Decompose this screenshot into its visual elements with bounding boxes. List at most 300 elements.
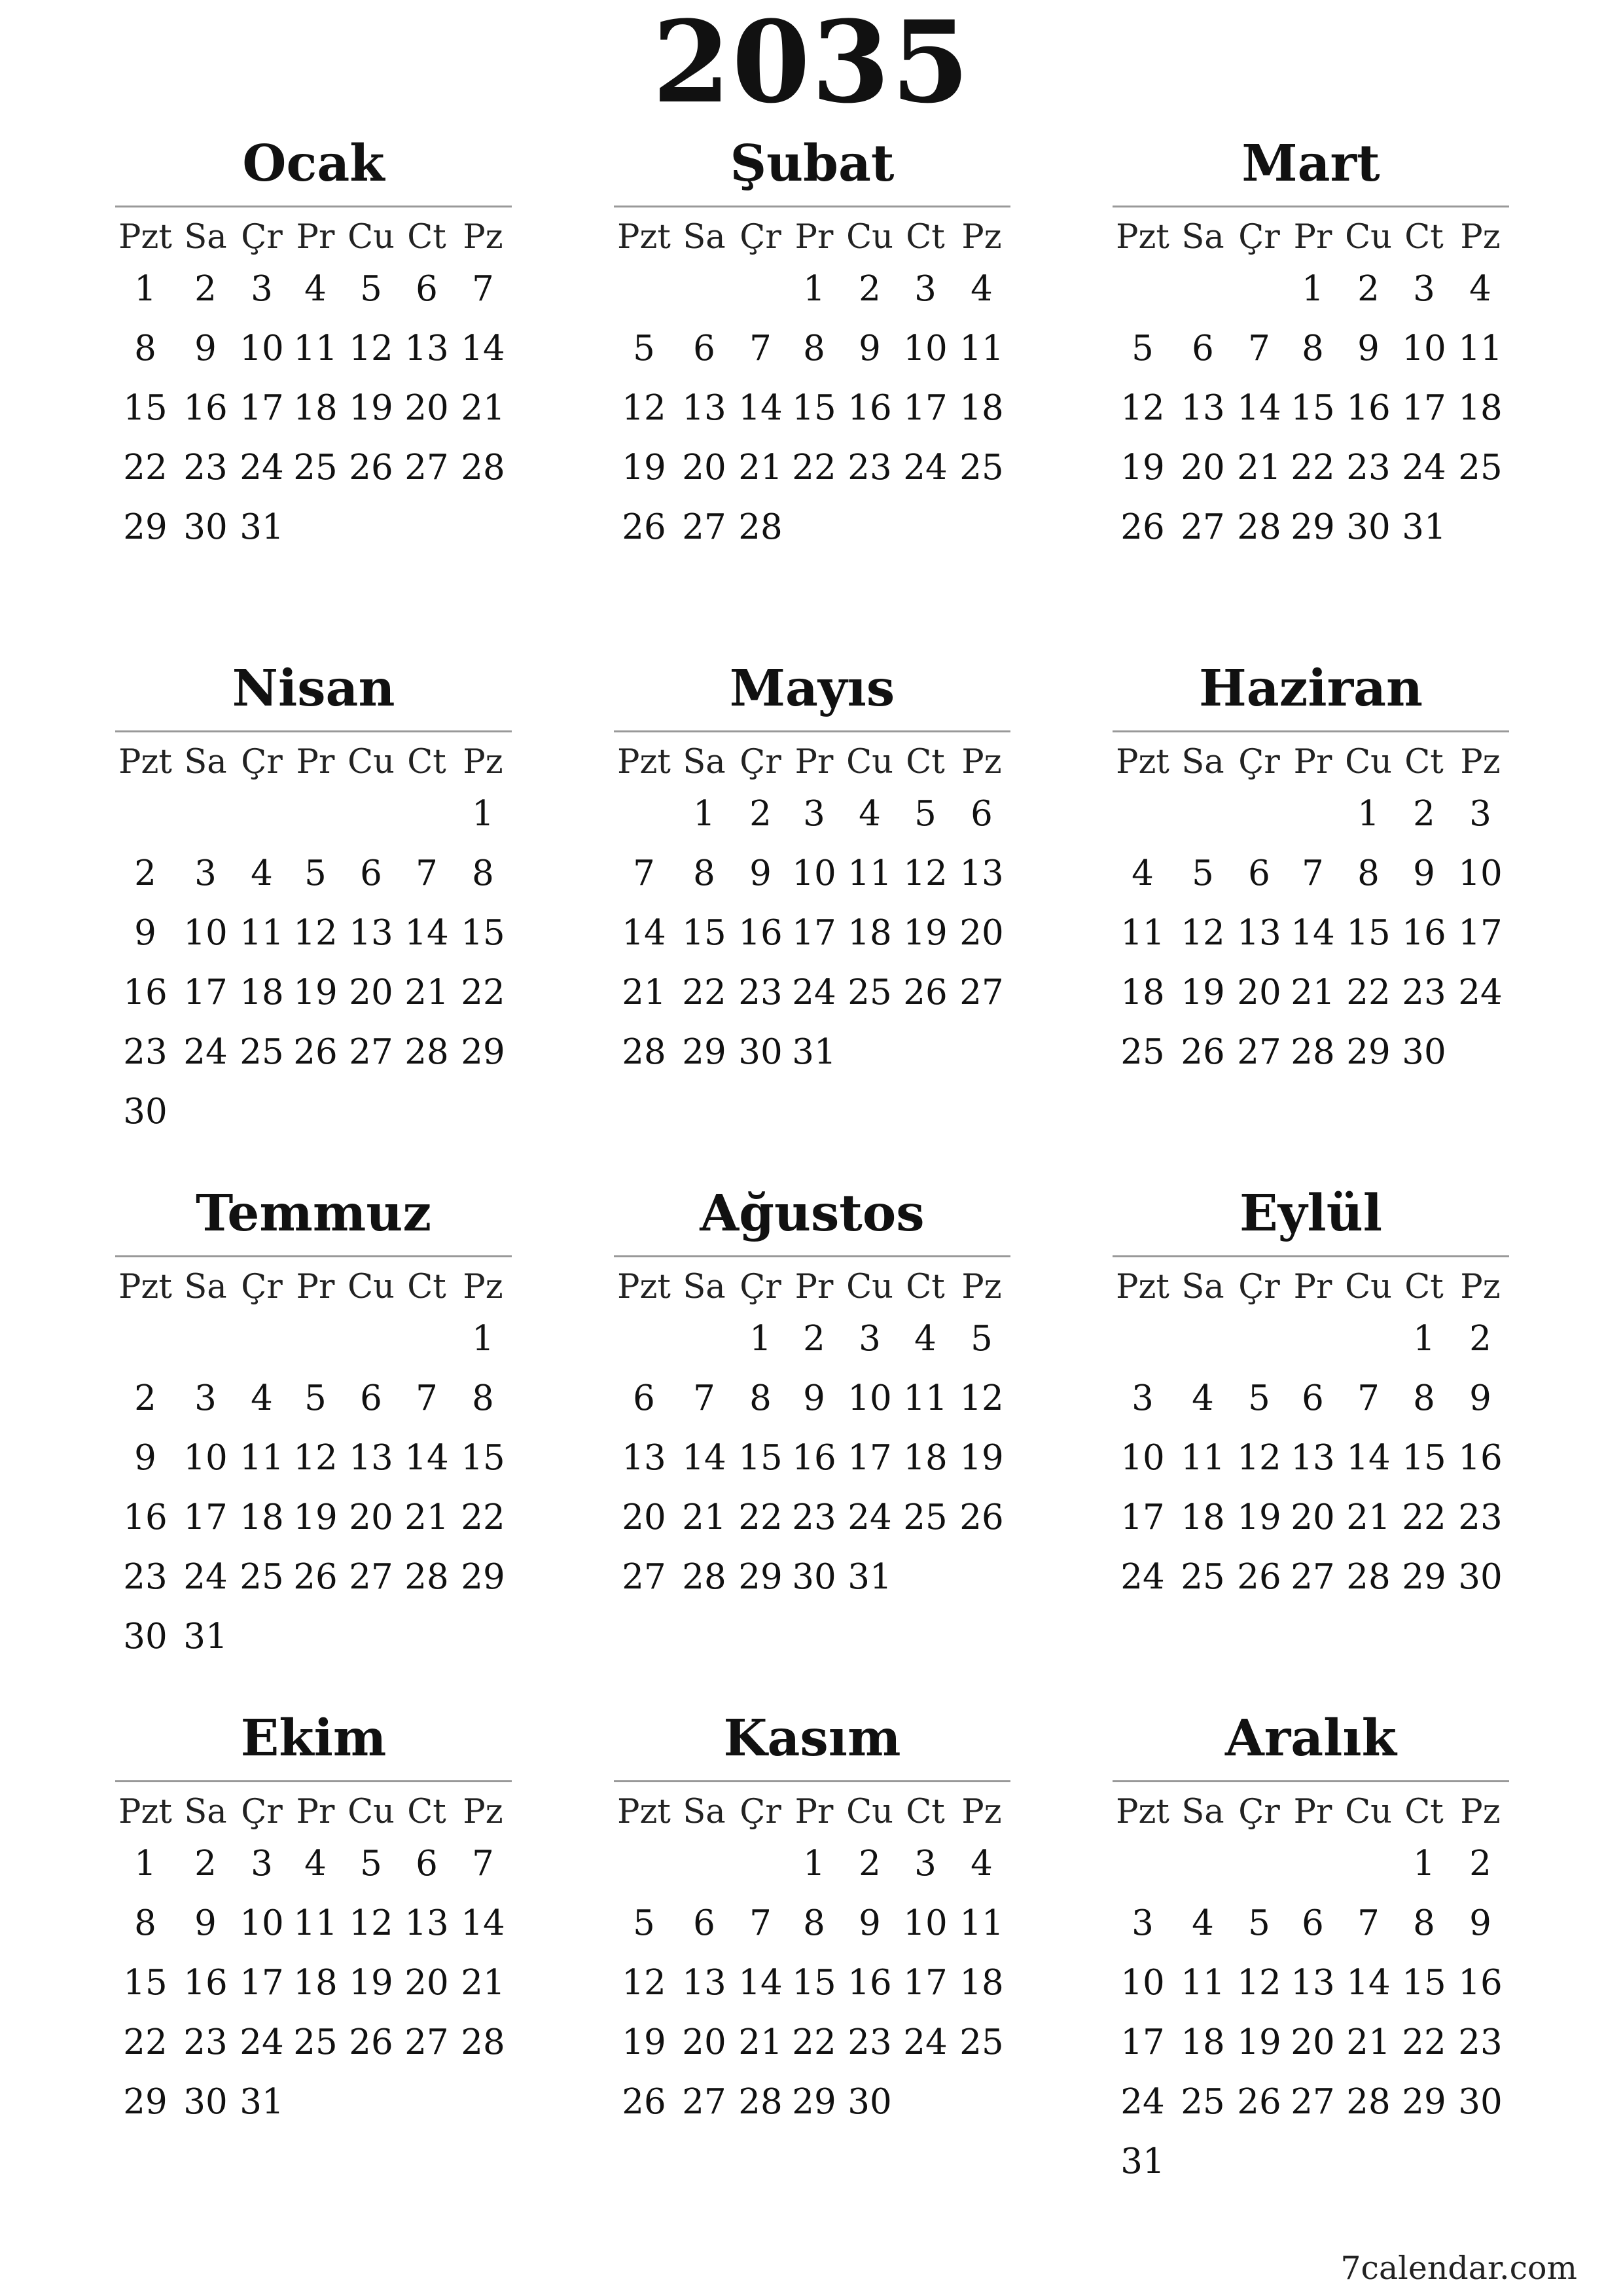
day-cell: 13 (349, 913, 393, 953)
day-cell: 15 (1402, 1438, 1446, 1478)
day-cell: 1 (1413, 1844, 1435, 1884)
weekday-header: Pzt (617, 1793, 671, 1831)
day-cell: 16 (183, 388, 228, 428)
month-grid (614, 741, 1010, 1082)
day-cell: 25 (847, 973, 892, 1013)
day-cell: 22 (682, 973, 726, 1013)
weekday-header: Sa (1181, 743, 1224, 781)
day-cell: 14 (461, 1903, 505, 1943)
day-cell: 21 (682, 1498, 726, 1537)
day-cell: 19 (959, 1438, 1004, 1478)
day-cell: 22 (1402, 2022, 1446, 2062)
day-cell: 13 (622, 1438, 666, 1478)
day-cell: 20 (1291, 1498, 1335, 1537)
day-cell: 23 (1402, 973, 1446, 1013)
month-divider (1113, 206, 1509, 207)
day-cell: 3 (914, 1844, 936, 1884)
day-cell: 9 (194, 329, 217, 368)
day-cell: 27 (1291, 1557, 1335, 1597)
day-cell: 29 (1402, 1557, 1446, 1597)
day-cell: 4 (859, 794, 881, 834)
day-cell: 5 (304, 1378, 327, 1418)
day-cell: 19 (622, 2022, 666, 2062)
day-cell: 29 (1402, 2082, 1446, 2122)
weekday-header: Cu (846, 1793, 893, 1831)
weekday-header: Pr (794, 743, 834, 781)
weekday-header: Pzt (1116, 743, 1169, 781)
day-cell: 30 (738, 1032, 783, 1072)
day-cell: 23 (847, 448, 892, 488)
day-cell: 13 (1291, 1963, 1335, 2003)
day-cell: 19 (903, 913, 948, 953)
day-cell: 23 (792, 1498, 836, 1537)
day-cell: 6 (971, 794, 993, 834)
day-cell: 17 (183, 973, 228, 1013)
weekday-header: Pzt (1116, 1268, 1169, 1306)
weekday-header: Ct (1404, 743, 1444, 781)
day-cell: 11 (1181, 1438, 1225, 1478)
weekday-header: Cu (348, 743, 395, 781)
day-cell: 4 (304, 269, 327, 309)
day-cell: 19 (1237, 2022, 1281, 2062)
day-cell: 25 (240, 1557, 284, 1597)
month-grid (115, 1266, 512, 1666)
day-cell: 14 (1346, 1963, 1391, 2003)
day-cell: 30 (123, 1092, 168, 1132)
day-cell: 8 (749, 1378, 772, 1418)
month-9 (1113, 1184, 1509, 1607)
weekday-header: Cu (1345, 743, 1392, 781)
day-cell: 21 (1291, 973, 1335, 1013)
weekday-header: Cu (348, 218, 395, 257)
day-cell: 7 (472, 1844, 494, 1884)
weekday-header: Sa (1181, 218, 1224, 257)
month-divider (1113, 1255, 1509, 1257)
day-cell: 31 (240, 507, 284, 547)
day-cell: 16 (183, 1963, 228, 2003)
weekday-header: Pr (296, 1268, 335, 1306)
weekday-header: Sa (683, 1793, 726, 1831)
day-cell: 25 (1458, 448, 1503, 488)
day-cell: 13 (1181, 388, 1225, 428)
day-cell: 5 (1132, 329, 1154, 368)
day-cell: 9 (803, 1378, 825, 1418)
day-cell: 15 (1402, 1963, 1446, 2003)
day-cell: 21 (622, 973, 666, 1013)
day-cell: 19 (349, 1963, 393, 2003)
day-cell: 17 (903, 1963, 948, 2003)
day-cell: 22 (1402, 1498, 1446, 1537)
month-divider (1113, 1780, 1509, 1782)
day-cell: 14 (1237, 388, 1281, 428)
day-cell: 29 (123, 507, 168, 547)
weekday-header: Pr (794, 1793, 834, 1831)
weekday-header: Sa (683, 1268, 726, 1306)
day-cell: 20 (1291, 2022, 1335, 2062)
day-cell: 21 (738, 2022, 783, 2062)
day-cell: 10 (903, 329, 948, 368)
day-cell: 24 (1402, 448, 1446, 488)
day-cell: 2 (803, 1319, 825, 1359)
day-cell: 27 (959, 973, 1004, 1013)
weekday-header: Pr (794, 1268, 834, 1306)
day-cell: 2 (859, 269, 881, 309)
day-cell: 29 (792, 2082, 836, 2122)
day-cell: 5 (914, 794, 936, 834)
site-credit[interactable]: 7calendar.com (1340, 2250, 1577, 2287)
day-cell: 12 (622, 1963, 666, 2003)
weekday-header: Sa (184, 743, 227, 781)
day-cell: 19 (349, 388, 393, 428)
month-name: Ağustos (700, 1184, 925, 1243)
weekday-header: Pz (463, 1268, 503, 1306)
month-name: Aralık (1224, 1709, 1397, 1768)
day-cell: 4 (971, 269, 993, 309)
day-cell: 12 (1120, 388, 1165, 428)
weekday-header: Pz (961, 1268, 1002, 1306)
day-cell: 15 (461, 1438, 505, 1478)
day-cell: 18 (1120, 973, 1165, 1013)
day-cell: 21 (461, 1963, 505, 2003)
day-cell: 27 (1237, 1032, 1281, 1072)
day-cell: 9 (859, 1903, 881, 1943)
month-7 (115, 1184, 512, 1666)
day-cell: 3 (194, 1378, 217, 1418)
weekday-header: Çr (740, 218, 781, 257)
day-cell: 13 (682, 388, 726, 428)
day-cell: 24 (183, 1557, 228, 1597)
day-cell: 31 (847, 1557, 892, 1597)
day-cell: 28 (404, 1557, 449, 1597)
day-cell: 30 (1402, 1032, 1446, 1072)
day-cell: 31 (240, 2082, 284, 2122)
weekday-header: Pzt (1116, 218, 1169, 257)
day-cell: 16 (1458, 1963, 1503, 2003)
day-cell: 21 (1346, 1498, 1391, 1537)
month-6 (1113, 659, 1509, 1082)
day-cell: 29 (738, 1557, 783, 1597)
day-cell: 5 (1248, 1378, 1270, 1418)
day-cell: 15 (1346, 913, 1391, 953)
day-cell: 25 (959, 2022, 1004, 2062)
month-name: Kasım (723, 1709, 901, 1768)
month-divider (1113, 730, 1509, 732)
day-cell: 10 (1458, 853, 1503, 893)
day-cell: 2 (134, 1378, 156, 1418)
day-cell: 27 (622, 1557, 666, 1597)
day-cell: 15 (792, 388, 836, 428)
day-cell: 7 (1248, 329, 1270, 368)
day-cell: 18 (903, 1438, 948, 1478)
weekday-header: Sa (1181, 1268, 1224, 1306)
day-cell: 17 (903, 388, 948, 428)
day-cell: 23 (1458, 2022, 1503, 2062)
day-cell: 28 (461, 448, 505, 488)
month-divider (115, 206, 512, 207)
day-cell: 9 (749, 853, 772, 893)
day-cell: 22 (123, 448, 168, 488)
weekday-header: Cu (846, 743, 893, 781)
weekday-header: Çr (241, 1268, 283, 1306)
weekday-header: Çr (241, 743, 283, 781)
day-cell: 6 (1302, 1903, 1324, 1943)
day-cell: 29 (1346, 1032, 1391, 1072)
weekday-header: Cu (846, 1268, 893, 1306)
day-cell: 1 (472, 1319, 494, 1359)
day-cell: 28 (622, 1032, 666, 1072)
month-divider (115, 1780, 512, 1782)
day-cell: 3 (1132, 1903, 1154, 1943)
day-cell: 9 (134, 913, 156, 953)
weekday-header: Ct (407, 1268, 446, 1306)
day-cell: 11 (1120, 913, 1165, 953)
weekday-header: Pz (463, 1793, 503, 1831)
weekday-header: Pr (1293, 1793, 1332, 1831)
weekday-header: Pr (1293, 1268, 1332, 1306)
day-cell: 9 (194, 1903, 217, 1943)
day-cell: 5 (360, 269, 382, 309)
day-cell: 10 (792, 853, 836, 893)
month-divider (115, 730, 512, 732)
day-cell: 20 (622, 1498, 666, 1537)
day-cell: 26 (1237, 2082, 1281, 2122)
month-name: Temmuz (195, 1184, 432, 1243)
month-grid (1113, 741, 1509, 1082)
day-cell: 14 (622, 913, 666, 953)
day-cell: 23 (123, 1557, 168, 1597)
day-cell: 6 (416, 269, 438, 309)
day-cell: 28 (738, 507, 783, 547)
day-cell: 22 (461, 1498, 505, 1537)
day-cell: 28 (1346, 1557, 1391, 1597)
day-cell: 19 (293, 973, 338, 1013)
day-cell: 14 (404, 1438, 449, 1478)
day-cell: 1 (1357, 794, 1380, 834)
day-cell: 1 (803, 269, 825, 309)
day-cell: 5 (633, 1903, 655, 1943)
month-grid (614, 1266, 1010, 1607)
weekday-header: Pzt (617, 218, 671, 257)
weekday-header: Ct (1404, 1793, 1444, 1831)
day-cell: 24 (792, 973, 836, 1013)
day-cell: 26 (622, 2082, 666, 2122)
day-cell: 18 (1181, 2022, 1225, 2062)
day-cell: 17 (1458, 913, 1503, 953)
day-cell: 7 (1357, 1378, 1380, 1418)
day-cell: 7 (416, 853, 438, 893)
day-cell: 11 (1181, 1963, 1225, 2003)
weekday-header: Çr (241, 218, 283, 257)
day-cell: 2 (194, 1844, 217, 1884)
day-cell: 24 (903, 448, 948, 488)
day-cell: 7 (416, 1378, 438, 1418)
day-cell: 4 (1469, 269, 1491, 309)
weekday-header: Pr (296, 743, 335, 781)
day-cell: 9 (1413, 853, 1435, 893)
day-cell: 14 (1291, 913, 1335, 953)
day-cell: 26 (959, 1498, 1004, 1537)
day-cell: 8 (693, 853, 715, 893)
day-cell: 4 (251, 853, 273, 893)
day-cell: 7 (1302, 853, 1324, 893)
day-cell: 16 (1402, 913, 1446, 953)
weekday-header: Cu (1345, 218, 1392, 257)
day-cell: 24 (183, 1032, 228, 1072)
day-cell: 25 (959, 448, 1004, 488)
day-cell: 25 (1181, 2082, 1225, 2122)
weekday-header: Pz (961, 218, 1002, 257)
day-cell: 24 (847, 1498, 892, 1537)
day-cell: 29 (123, 2082, 168, 2122)
day-cell: 2 (859, 1844, 881, 1884)
day-cell: 8 (803, 329, 825, 368)
day-cell: 2 (1357, 269, 1380, 309)
day-cell: 30 (183, 507, 228, 547)
day-cell: 4 (1192, 1903, 1214, 1943)
day-cell: 1 (134, 1844, 156, 1884)
weekday-header: Pr (296, 1793, 335, 1831)
day-cell: 28 (1291, 1032, 1335, 1072)
day-cell: 25 (903, 1498, 948, 1537)
day-cell: 10 (183, 913, 228, 953)
month-10 (115, 1709, 512, 2132)
weekday-header: Çr (740, 1268, 781, 1306)
day-cell: 11 (293, 1903, 338, 1943)
weekday-header: Pzt (1116, 1793, 1169, 1831)
day-cell: 8 (472, 853, 494, 893)
day-cell: 29 (461, 1557, 505, 1597)
day-cell: 17 (240, 1963, 284, 2003)
weekday-header: Ct (906, 743, 945, 781)
day-cell: 20 (349, 1498, 393, 1537)
weekday-header: Pr (794, 218, 834, 257)
month-4 (115, 659, 512, 1141)
day-cell: 10 (183, 1438, 228, 1478)
weekday-header: Pzt (617, 1268, 671, 1306)
day-cell: 2 (1469, 1319, 1491, 1359)
weekday-header: Sa (184, 1793, 227, 1831)
month-name: Mayıs (729, 659, 895, 718)
weekday-header: Ct (1404, 1268, 1444, 1306)
day-cell: 14 (1346, 1438, 1391, 1478)
month-name: Ekim (240, 1709, 387, 1768)
month-2 (614, 134, 1010, 557)
month-name: Şubat (730, 134, 895, 193)
day-cell: 7 (1357, 1903, 1380, 1943)
day-cell: 7 (693, 1378, 715, 1418)
day-cell: 23 (183, 448, 228, 488)
day-cell: 6 (693, 1903, 715, 1943)
month-5 (614, 659, 1010, 1082)
day-cell: 23 (847, 2022, 892, 2062)
day-cell: 30 (847, 2082, 892, 2122)
day-cell: 10 (847, 1378, 892, 1418)
day-cell: 4 (304, 1844, 327, 1884)
day-cell: 11 (959, 329, 1004, 368)
day-cell: 19 (622, 448, 666, 488)
day-cell: 23 (1458, 1498, 1503, 1537)
weekday-header: Sa (184, 1268, 227, 1306)
month-grid (614, 216, 1010, 557)
weekday-header: Çr (1238, 218, 1280, 257)
day-cell: 18 (847, 913, 892, 953)
weekday-header: Çr (1238, 743, 1280, 781)
day-cell: 4 (1192, 1378, 1214, 1418)
day-cell: 14 (738, 1963, 783, 2003)
day-cell: 16 (792, 1438, 836, 1478)
day-cell: 18 (293, 1963, 338, 2003)
day-cell: 5 (1192, 853, 1214, 893)
day-cell: 19 (1120, 448, 1165, 488)
day-cell: 27 (682, 507, 726, 547)
day-cell: 7 (749, 1903, 772, 1943)
day-cell: 25 (293, 448, 338, 488)
month-grid (1113, 216, 1509, 557)
day-cell: 10 (903, 1903, 948, 1943)
day-cell: 26 (1237, 1557, 1281, 1597)
day-cell: 14 (738, 388, 783, 428)
month-name: Nisan (232, 659, 395, 718)
day-cell: 28 (404, 1032, 449, 1072)
day-cell: 27 (404, 448, 449, 488)
day-cell: 5 (971, 1319, 993, 1359)
day-cell: 25 (1120, 1032, 1165, 1072)
day-cell: 24 (240, 2022, 284, 2062)
day-cell: 20 (959, 913, 1004, 953)
weekday-header: Ct (906, 218, 945, 257)
month-12 (1113, 1709, 1509, 2191)
month-grid (1113, 1791, 1509, 2191)
day-cell: 1 (1302, 269, 1324, 309)
weekday-header: Pr (1293, 743, 1332, 781)
day-cell: 1 (472, 794, 494, 834)
day-cell: 12 (293, 913, 338, 953)
day-cell: 15 (461, 913, 505, 953)
day-cell: 15 (1291, 388, 1335, 428)
day-cell: 25 (293, 2022, 338, 2062)
day-cell: 3 (914, 269, 936, 309)
day-cell: 5 (360, 1844, 382, 1884)
day-cell: 29 (1291, 507, 1335, 547)
day-cell: 10 (240, 1903, 284, 1943)
day-cell: 1 (803, 1844, 825, 1884)
day-cell: 31 (1120, 2142, 1165, 2181)
day-cell: 9 (1469, 1378, 1491, 1418)
day-cell: 7 (633, 853, 655, 893)
day-cell: 20 (1181, 448, 1225, 488)
weekday-header: Pz (1460, 1268, 1501, 1306)
day-cell: 4 (914, 1319, 936, 1359)
month-divider (614, 206, 1010, 207)
day-cell: 8 (1413, 1903, 1435, 1943)
month-11 (614, 1709, 1010, 2132)
month-grid (1113, 1266, 1509, 1607)
day-cell: 18 (1181, 1498, 1225, 1537)
day-cell: 27 (1181, 507, 1225, 547)
weekday-header: Cu (1345, 1268, 1392, 1306)
weekday-header: Pr (296, 218, 335, 257)
day-cell: 25 (1181, 1557, 1225, 1597)
weekday-header: Ct (407, 743, 446, 781)
weekday-header: Sa (683, 218, 726, 257)
weekday-header: Sa (1181, 1793, 1224, 1831)
day-cell: 13 (349, 1438, 393, 1478)
day-cell: 29 (682, 1032, 726, 1072)
day-cell: 28 (682, 1557, 726, 1597)
day-cell: 15 (738, 1438, 783, 1478)
day-cell: 29 (461, 1032, 505, 1072)
day-cell: 11 (240, 1438, 284, 1478)
